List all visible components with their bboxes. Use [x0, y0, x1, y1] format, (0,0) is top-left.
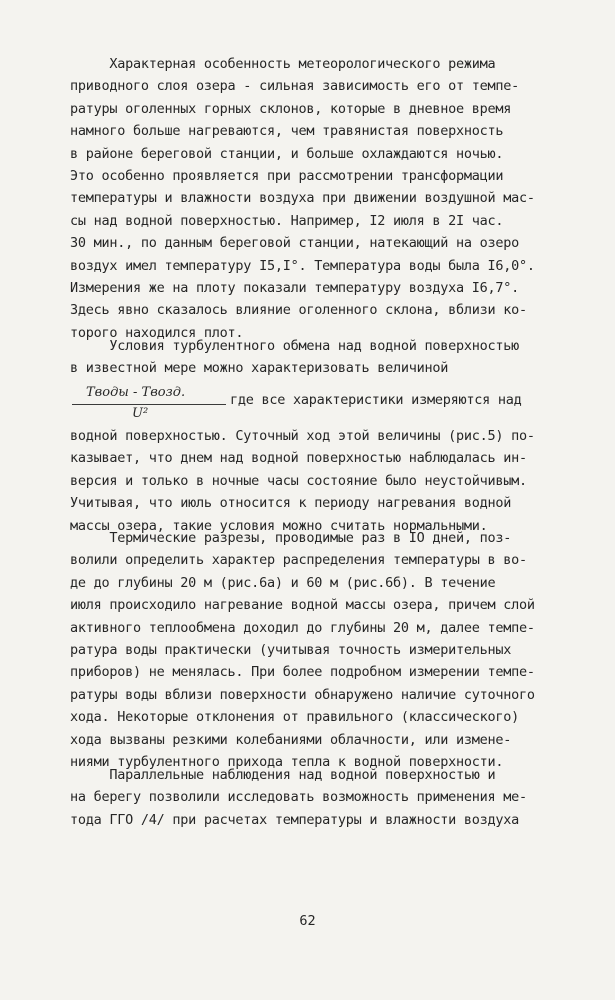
text-line: Параллельные наблюдения над водной поверхностью и [70, 767, 496, 783]
text-line: водной поверхностью. Суточный ход этой величины (рис.5) по- [70, 428, 535, 444]
text-line: активного теплообмена доходил до глубины 20 м, далее темпе- [70, 619, 535, 636]
text-line: хода. Некоторые отклонения от правильного (классического) [70, 709, 520, 726]
text-line: Учитывая, что июль относится к периоду нагревания водной [70, 495, 512, 512]
text-line: версия и только в ночные часы состояние было неустойчивым. [70, 472, 527, 489]
paragraph-3 [70, 527, 570, 773]
text-line: волили определить характер распределения температуры в во- [70, 552, 527, 569]
text-line: приборов) не менялась. При более подробном измерении темпе- [70, 664, 535, 681]
text-line: Это особенно проявляется при рассмотрении трансформации [70, 167, 504, 184]
paragraph-2-continued [70, 425, 570, 537]
text-line: намного больше нагреваются, чем травянистая поверхность [70, 123, 504, 140]
text-line: сы над водной поверхностью. Например, I2 июля в 2I час. [70, 212, 504, 229]
paragraph-4 [70, 764, 570, 831]
text-line: Термические разрезы, проводимые раз в IO дней, поз- [70, 530, 512, 546]
text-line: Условия турбулентного обмена над водной поверхностью [70, 338, 520, 354]
text-line: температуры и влажности воздуха при движении воздушной мас- [70, 190, 535, 207]
text-line: Здесь явно сказалось влияние оголенного склона, вблизи ко- [70, 302, 527, 319]
text-line: торого находился плот. [70, 324, 244, 341]
text-line: июля происходило нагревание водной массы озера, причем слой [70, 597, 535, 614]
text-line: Измерения же на плоту показали температуру воздуха I6,7°. [70, 279, 520, 296]
formula-numerator: Tводы - Tвозд. [86, 385, 186, 400]
paragraph-2 [70, 335, 570, 380]
text-line: ратура воды практически (учитывая точность измерительных [70, 641, 512, 658]
text-line: тода ГГО /4/ при расчетах температуры и влажности воздуха [70, 811, 520, 828]
text-line: приводного слоя озера - сильная зависимость его от темпе- [70, 78, 520, 95]
page-number: 62 [299, 913, 316, 929]
formula-denominator: U² [132, 406, 149, 421]
paragraph-1 [70, 53, 570, 344]
text-line: хода вызваны резкими колебаниями облачности, или измене- [70, 731, 512, 748]
text-line: де до глубины 20 м (рис.6а) и 60 м (рис.6б). В течение [70, 574, 496, 591]
text-line: 30 мин., по данным береговой станции, натекающий на озеро [70, 235, 520, 252]
formula-trailing-text: где все характеристики измеряются над [230, 392, 522, 408]
text-line: ратуры воды вблизи поверхности обнаружено наличие суточного [70, 686, 535, 703]
text-line: на берегу позволили исследовать возможность применения ме- [70, 789, 527, 806]
text-line: ратуры оголенных горных склонов, которые в дневное время [70, 100, 512, 117]
text-line: казывает, что днем над водной поверхностью наблюдалась ин- [70, 450, 527, 467]
text-line: ниями турбулентного прихода тепла к водной поверхности. [70, 753, 504, 770]
text-line: в известной мере можно характеризовать величиной [70, 360, 449, 377]
text-line: массы озера, такие условия можно считать нормальными. [70, 517, 488, 534]
fraction-bar [72, 404, 226, 405]
text-line: в районе береговой станции, и больше охлаждаются ночью. [70, 145, 504, 162]
text-line: воздух имел температуру I5,I°. Температура воды была I6,0°. [70, 257, 535, 274]
text-line: Характерная особенность метеорологического режима [70, 56, 496, 72]
